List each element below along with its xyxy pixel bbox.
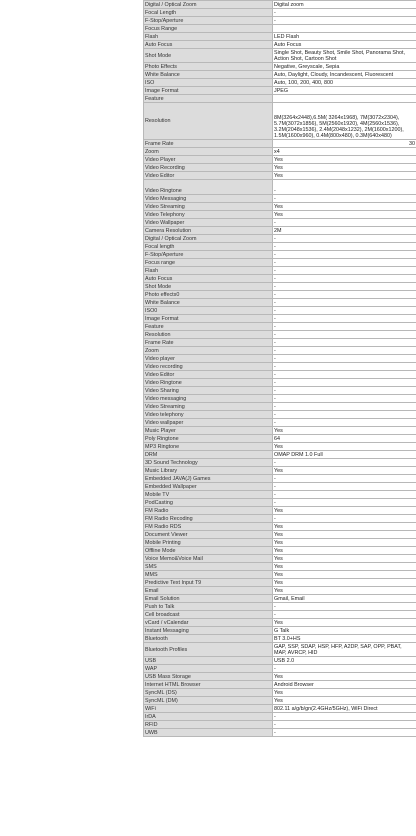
spec-value: Yes xyxy=(273,587,416,595)
spec-value: - xyxy=(273,299,416,307)
table-row xyxy=(144,355,416,363)
spec-label: SyncML (DS) xyxy=(144,689,273,697)
spec-value: - xyxy=(273,219,416,227)
spec-label: WiFi xyxy=(144,705,273,713)
spec-value: LED Flash xyxy=(273,33,416,41)
spec-value: - xyxy=(273,411,416,419)
table-row xyxy=(144,475,416,483)
table-row xyxy=(144,627,416,635)
table-row xyxy=(144,635,416,643)
spec-label: Video Streaming xyxy=(144,203,273,211)
spec-value: - xyxy=(273,267,416,275)
spec-label: Video Wallpaper xyxy=(144,219,273,227)
table-row xyxy=(144,435,416,443)
spec-label: Digital / Optical Zoom xyxy=(144,1,273,9)
table-row xyxy=(144,195,416,203)
spec-label: White Balance xyxy=(144,71,273,79)
spec-label: WAP xyxy=(144,665,273,673)
table-row xyxy=(144,665,416,673)
spec-label: Video player xyxy=(144,355,273,363)
spec-value: - xyxy=(273,331,416,339)
table-row xyxy=(144,579,416,587)
spec-label: Video Messaging xyxy=(144,195,273,203)
spec-value: - xyxy=(273,379,416,387)
spec-value: Auto, Daylight, Cloudy, Incandescent, Fluorescent xyxy=(273,71,416,79)
spec-label: Video messaging xyxy=(144,395,273,403)
spec-value: Auto Focus xyxy=(273,41,416,49)
table-row xyxy=(144,307,416,315)
spec-value: - xyxy=(273,387,416,395)
spec-value xyxy=(273,95,416,103)
spec-label: IrDA xyxy=(144,713,273,721)
spec-label: FM Radio xyxy=(144,507,273,515)
spec-value: - xyxy=(273,355,416,363)
spec-value: Yes xyxy=(273,531,416,539)
spec-label: vCard / vCalendar xyxy=(144,619,273,627)
spec-value: Yes xyxy=(273,547,416,555)
spec-label: Video Editor xyxy=(144,371,273,379)
spec-label: Music Library xyxy=(144,467,273,475)
spec-value xyxy=(273,25,416,33)
spec-value: JPEG xyxy=(273,87,416,95)
table-row xyxy=(144,259,416,267)
spec-value: Yes xyxy=(273,697,416,705)
table-row xyxy=(144,689,416,697)
table-row xyxy=(144,148,416,156)
table-row xyxy=(144,9,416,17)
table-row xyxy=(144,547,416,555)
table-row xyxy=(144,87,416,95)
spec-label: Feature xyxy=(144,323,273,331)
spec-label: Instant Messaging xyxy=(144,627,273,635)
table-row xyxy=(144,499,416,507)
table-row xyxy=(144,713,416,721)
spec-label: Feature xyxy=(144,95,273,103)
spec-value: - xyxy=(273,195,416,203)
table-row xyxy=(144,563,416,571)
spec-label: Cell broadcast xyxy=(144,611,273,619)
spec-label: Video wallpaper xyxy=(144,419,273,427)
spec-label: Camera Resolution xyxy=(144,227,273,235)
table-row xyxy=(144,379,416,387)
table-row xyxy=(144,411,416,419)
table-row xyxy=(144,451,416,459)
spec-value: Negative, Greyscale, Sepia xyxy=(273,63,416,71)
table-row xyxy=(144,363,416,371)
table-row xyxy=(144,339,416,347)
spec-label: Video Recording xyxy=(144,164,273,172)
spec-value: - xyxy=(273,17,416,25)
table-row xyxy=(144,227,416,235)
spec-label: Focal length xyxy=(144,243,273,251)
spec-sheet xyxy=(143,0,416,737)
spec-label: Bluetooth xyxy=(144,635,273,643)
spec-value: 2M xyxy=(273,227,416,235)
spec-label: Zoom xyxy=(144,347,273,355)
table-row xyxy=(144,299,416,307)
spec-value: Yes xyxy=(273,507,416,515)
spec-value: G Talk xyxy=(273,627,416,635)
spec-label: Video Sharing xyxy=(144,387,273,395)
spec-value: - xyxy=(273,243,416,251)
spec-value: - xyxy=(273,371,416,379)
spec-label: Video Telephony xyxy=(144,211,273,219)
spec-label: USB Mass Storage xyxy=(144,673,273,681)
spec-value: Yes xyxy=(273,619,416,627)
spec-label: Photo Effects xyxy=(144,63,273,71)
spec-value: - xyxy=(273,483,416,491)
table-row xyxy=(144,140,416,148)
table-row xyxy=(144,331,416,339)
table-row xyxy=(144,49,416,63)
spec-value: 802.11 a/g/b/gn(2.4GHz/5GHz), WiFi Direct xyxy=(273,705,416,713)
spec-value: - xyxy=(273,419,416,427)
spec-label: Poly Ringtone xyxy=(144,435,273,443)
spec-value: - xyxy=(273,515,416,523)
table-row xyxy=(144,523,416,531)
table-row xyxy=(144,211,416,219)
spec-label: Internet HTML Browser xyxy=(144,681,273,689)
spec-label: FM Radio RDS xyxy=(144,523,273,531)
spec-label: Video telephony xyxy=(144,411,273,419)
spec-label: Flash xyxy=(144,267,273,275)
spec-value: Yes xyxy=(273,563,416,571)
table-row xyxy=(144,17,416,25)
spec-value: - xyxy=(273,9,416,17)
table-row xyxy=(144,491,416,499)
table-row xyxy=(144,427,416,435)
spec-label: MMS xyxy=(144,571,273,579)
spec-label: Video Player xyxy=(144,156,273,164)
spec-label: F-Stop/Aperture xyxy=(144,17,273,25)
spec-label: Mobile TV xyxy=(144,491,273,499)
spec-label: Offline Mode xyxy=(144,547,273,555)
spec-label: Flash xyxy=(144,33,273,41)
table-row xyxy=(144,681,416,689)
spec-label: Frame Rate xyxy=(144,339,273,347)
spec-label: Predictive Text Input T9 xyxy=(144,579,273,587)
spec-value: - xyxy=(273,721,416,729)
spec-label: PodCasting xyxy=(144,499,273,507)
spec-label: Voice Memo&Voice Mail xyxy=(144,555,273,563)
spec-value: Yes xyxy=(273,427,416,435)
spec-value: Android Browser xyxy=(273,681,416,689)
spec-value: GAP, SSP, SDAP, HSP, HFP, A2DP, SAP, OPP, PBAT, MAP, AVRCP, HID xyxy=(273,643,416,657)
table-row xyxy=(144,443,416,451)
spec-value: - xyxy=(273,251,416,259)
table-row xyxy=(144,673,416,681)
spec-label: Video Streaming xyxy=(144,403,273,411)
table-row xyxy=(144,251,416,259)
table-row xyxy=(144,79,416,87)
spec-label: Resolution xyxy=(144,103,273,140)
spec-value: 8M(3264x2448),6.5M( 3264x1968), 7M(3072x2304), 5.7M(3072x1856), 5M(2560x1920), 4M(2560x1536), 3.2M(2048x1536), 2.4M(2048x1232), 2M(1600x1200), 1.5M(1600x960), 0.4M(800x480), 0.3M(640x480) xyxy=(273,103,416,140)
table-row xyxy=(144,721,416,729)
table-row xyxy=(144,539,416,547)
table-row xyxy=(144,419,416,427)
table-row xyxy=(144,371,416,379)
table-row xyxy=(144,164,416,172)
spec-label: FM Radio Recoding xyxy=(144,515,273,523)
spec-label: Mobile Printing xyxy=(144,539,273,547)
spec-label: Video recording xyxy=(144,363,273,371)
table-row xyxy=(144,283,416,291)
spec-value: - xyxy=(273,395,416,403)
spec-value: Yes xyxy=(273,211,416,219)
table-row xyxy=(144,156,416,164)
spec-value: - xyxy=(273,491,416,499)
spec-label: Digital / Optical Zoom xyxy=(144,235,273,243)
table-row xyxy=(144,291,416,299)
spec-label: Image Format xyxy=(144,87,273,95)
spec-value: Auto, 100, 200, 400, 800 xyxy=(273,79,416,87)
spec-value: - xyxy=(273,315,416,323)
spec-label: ISO0 xyxy=(144,307,273,315)
spec-value: - xyxy=(273,323,416,331)
spec-label: Auto Focus xyxy=(144,41,273,49)
spec-value: Yes xyxy=(273,571,416,579)
spec-value: - xyxy=(273,713,416,721)
spec-value: Yes xyxy=(273,203,416,211)
spec-value: Yes xyxy=(273,467,416,475)
table-row xyxy=(144,315,416,323)
spec-value: Digital zoom xyxy=(273,1,416,9)
spec-label: Frame Rate xyxy=(144,140,273,148)
table-row xyxy=(144,267,416,275)
spec-label: Zoom xyxy=(144,148,273,156)
spec-value: Single Shot, Beauty Shot, Smile Shot, Panorama Shot, Action Shot, Cartoon Shot xyxy=(273,49,416,63)
table-row xyxy=(144,347,416,355)
spec-label: Photo effects0 xyxy=(144,291,273,299)
spec-label: UWB xyxy=(144,729,273,737)
spec-value: Yes xyxy=(273,689,416,697)
spec-label: Music Player xyxy=(144,427,273,435)
table-row xyxy=(144,643,416,657)
spec-value: Yes xyxy=(273,579,416,587)
table-row xyxy=(144,459,416,467)
spec-label: MP3 Ringtone xyxy=(144,443,273,451)
spec-value: OMAP DRM 1.0 Full xyxy=(273,451,416,459)
spec-label: Shot Mode xyxy=(144,49,273,63)
spec-label: Resolution xyxy=(144,331,273,339)
spec-value: 64 xyxy=(273,435,416,443)
spec-value: - xyxy=(273,275,416,283)
table-row xyxy=(144,619,416,627)
spec-label: Email Solution xyxy=(144,595,273,603)
spec-value: - xyxy=(273,363,416,371)
table-row xyxy=(144,483,416,491)
spec-label: DRM xyxy=(144,451,273,459)
table-row xyxy=(144,180,416,195)
spec-label: Embedded JAVA(J) Games xyxy=(144,475,273,483)
spec-label: 3D Sound Technology xyxy=(144,459,273,467)
table-row xyxy=(144,705,416,713)
spec-value: - xyxy=(273,665,416,673)
table-row xyxy=(144,275,416,283)
spec-table-body xyxy=(144,1,416,737)
table-row xyxy=(144,595,416,603)
spec-value: Yes xyxy=(273,539,416,547)
table-row xyxy=(144,403,416,411)
spec-value: - xyxy=(273,307,416,315)
spec-value: Gmail, Email xyxy=(273,595,416,603)
table-row xyxy=(144,395,416,403)
spec-label: SMS xyxy=(144,563,273,571)
spec-label: Image Format xyxy=(144,315,273,323)
table-row xyxy=(144,697,416,705)
spec-label: Email xyxy=(144,587,273,595)
table-row xyxy=(144,1,416,9)
table-row xyxy=(144,71,416,79)
table-row xyxy=(144,657,416,665)
spec-label: White Balance xyxy=(144,299,273,307)
table-row xyxy=(144,611,416,619)
spec-label: Video Editor xyxy=(144,172,273,180)
spec-label: Shot Mode xyxy=(144,283,273,291)
table-row xyxy=(144,555,416,563)
spec-label: ISO xyxy=(144,79,273,87)
spec-value: - xyxy=(273,235,416,243)
spec-value: - xyxy=(273,339,416,347)
table-row xyxy=(144,387,416,395)
table-row xyxy=(144,323,416,331)
table-row xyxy=(144,63,416,71)
spec-label: Embedded Wallpaper xyxy=(144,483,273,491)
spec-label: Document Viewer xyxy=(144,531,273,539)
table-row xyxy=(144,531,416,539)
spec-value: - xyxy=(273,499,416,507)
spec-value: - xyxy=(273,291,416,299)
table-row xyxy=(144,25,416,33)
spec-label: Focal Length xyxy=(144,9,273,17)
table-row xyxy=(144,467,416,475)
spec-value: - xyxy=(273,611,416,619)
spec-value: - xyxy=(273,180,416,195)
spec-value: - xyxy=(273,475,416,483)
table-row xyxy=(144,103,416,140)
spec-value: - xyxy=(273,347,416,355)
spec-value: Yes xyxy=(273,555,416,563)
spec-value: - xyxy=(273,603,416,611)
table-row xyxy=(144,203,416,211)
spec-label: USB xyxy=(144,657,273,665)
spec-value: - xyxy=(273,403,416,411)
spec-label: SyncML (DM) xyxy=(144,697,273,705)
spec-label: Video Ringtone xyxy=(144,379,273,387)
table-row xyxy=(144,507,416,515)
table-row xyxy=(144,235,416,243)
table-row xyxy=(144,515,416,523)
table-row xyxy=(144,243,416,251)
spec-table xyxy=(143,0,416,737)
table-row xyxy=(144,587,416,595)
spec-value: x4 xyxy=(273,148,416,156)
spec-value: Yes xyxy=(273,156,416,164)
table-row xyxy=(144,729,416,737)
table-row xyxy=(144,172,416,180)
table-row xyxy=(144,95,416,103)
spec-label: RFID xyxy=(144,721,273,729)
table-row xyxy=(144,603,416,611)
table-row xyxy=(144,33,416,41)
spec-value: - xyxy=(273,729,416,737)
table-row xyxy=(144,571,416,579)
spec-value: 30 xyxy=(273,140,416,148)
table-row xyxy=(144,219,416,227)
spec-value: BT 3.0+HS xyxy=(273,635,416,643)
spec-label: Push to Talk xyxy=(144,603,273,611)
spec-value: - xyxy=(273,459,416,467)
table-row xyxy=(144,41,416,49)
spec-value: - xyxy=(273,283,416,291)
spec-label: Bluetooth Profiles xyxy=(144,643,273,657)
spec-label: Video Ringtone xyxy=(144,180,273,195)
spec-value: USB 2.0 xyxy=(273,657,416,665)
spec-value: Yes xyxy=(273,673,416,681)
spec-label: Focus range xyxy=(144,259,273,267)
spec-value: Yes xyxy=(273,164,416,172)
spec-value: - xyxy=(273,259,416,267)
spec-label: Focus Range xyxy=(144,25,273,33)
spec-label: F-Stop/Aperture xyxy=(144,251,273,259)
spec-label: Auto Focus xyxy=(144,275,273,283)
spec-value: Yes xyxy=(273,443,416,451)
spec-value: Yes xyxy=(273,523,416,531)
spec-value: Yes xyxy=(273,172,416,180)
